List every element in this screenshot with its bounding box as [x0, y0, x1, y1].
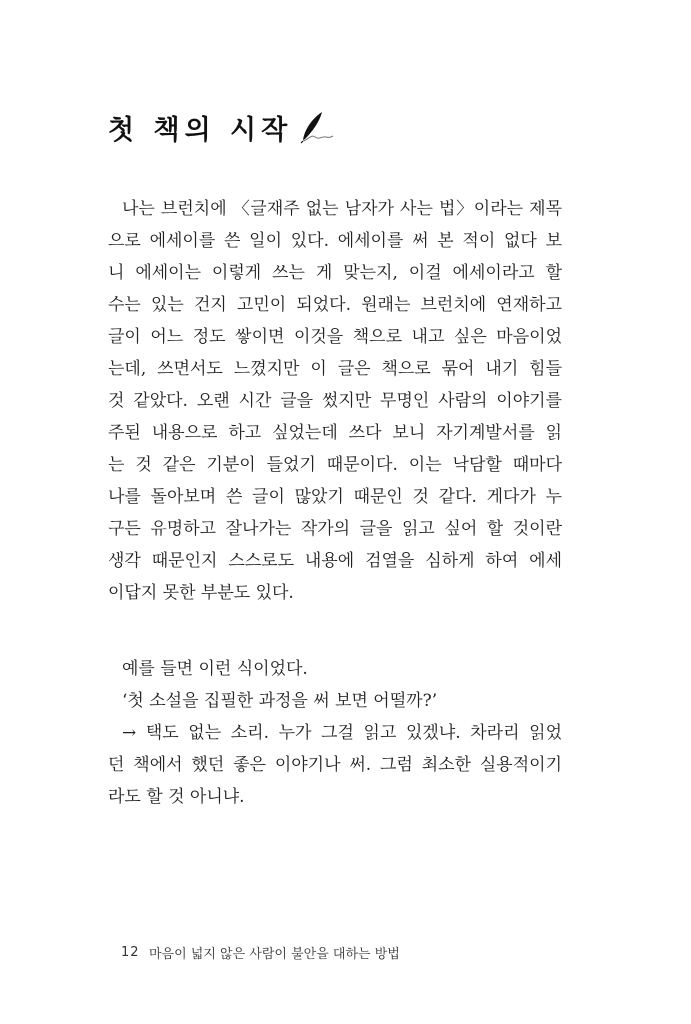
arrow-response-line: → 택도 없는 소리. 누가 그걸 읽고 있겠냐. 차라리 읽었 — [122, 723, 562, 743]
text-line: 생각 때문인지 스스로도 내용에 검열을 심하게 하여 에세 — [108, 551, 562, 571]
quill-pen-icon — [298, 110, 334, 144]
text-line: 이답지 못한 부분도 있다. — [108, 583, 294, 603]
text-line: 구든 유명하고 잘나가는 작가의 글을 읽고 싶어 할 것이란 — [108, 519, 562, 539]
text-line: 글이 어느 정도 쌓이면 이것을 책으로 내고 싶은 마음이었 — [108, 327, 562, 347]
paragraph-2 — [108, 653, 562, 813]
chapter-title: 첫 책의 시작 — [108, 114, 293, 146]
paragraph-spacer — [108, 609, 562, 653]
chapter-heading — [108, 107, 334, 147]
text-line: 예를 들면 이런 식이었다. — [122, 659, 308, 679]
body-text — [108, 193, 562, 813]
text-line: 던 책에서 했던 좋은 이야기나 써. 그럼 최소한 실용적이기 — [108, 755, 562, 775]
quote-line: ‘첫 소설을 집필한 과정을 써 보면 어떨까?’ — [122, 691, 438, 711]
text-line: 나를 돌아보며 쓴 글이 많았기 때문인 것 같다. 게다가 누 — [108, 487, 562, 507]
text-line: 것 같았다. 오랜 시간 글을 썼지만 무명인 사람의 이야기를 — [108, 391, 562, 411]
text-line: 라도 할 것 아니냐. — [108, 787, 245, 807]
text-line: 는 것 같은 기분이 들었기 때문이다. 이는 낙담할 때마다 — [108, 455, 562, 475]
text-line: 주된 내용으로 하고 싶었는데 쓰다 보니 자기계발서를 읽 — [108, 423, 562, 443]
text-line: 으로 에세이를 쓴 일이 있다. 에세이를 써 본 적이 없다 보 — [108, 231, 562, 251]
paragraph-1 — [108, 193, 562, 609]
text-line: 나는 브런치에 〈글재주 없는 남자가 사는 법〉이라는 제목 — [122, 199, 562, 219]
text-line: 수는 있는 건지 고민이 되었다. 원래는 브런치에 연재하고 — [108, 295, 562, 315]
page-footer — [121, 943, 400, 962]
page-number: 12 — [121, 945, 140, 960]
running-title: 마음이 넓지 않은 사람이 불안을 대하는 방법 — [149, 947, 400, 962]
text-line: 니 에세이는 이렇게 쓰는 게 맞는지, 이걸 에세이라고 할 — [108, 263, 562, 283]
text-line: 는데, 쓰면서도 느꼈지만 이 글은 책으로 묶어 내기 힘들 — [108, 359, 562, 379]
